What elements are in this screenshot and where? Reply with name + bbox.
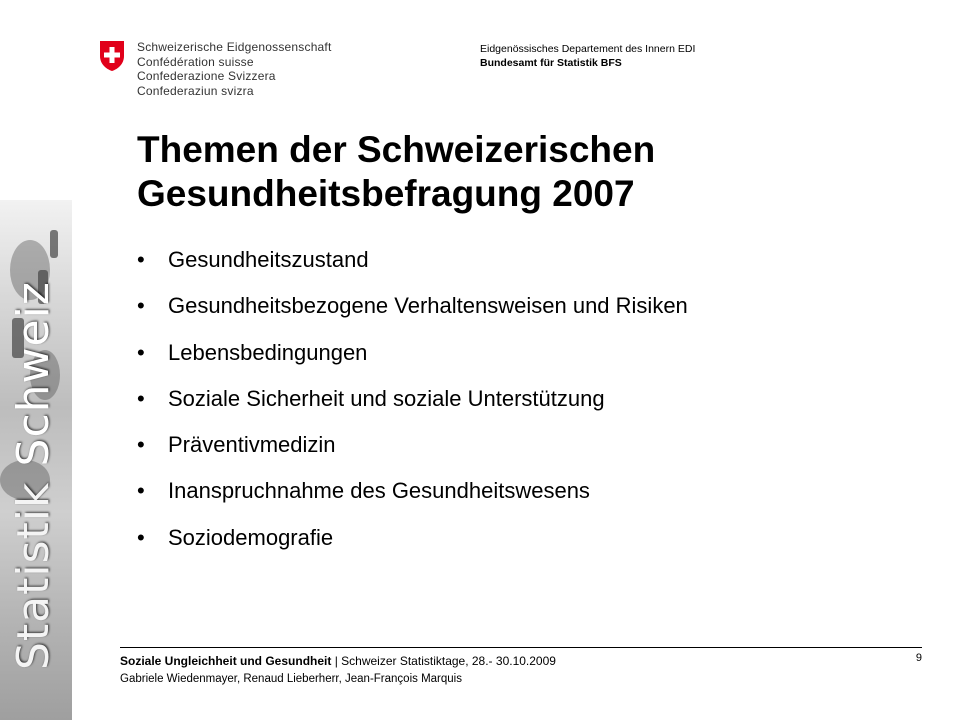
list-item-text: Lebensbedingungen	[168, 339, 368, 365]
list-item-text: Soziodemografie	[168, 524, 334, 550]
list-item-text: Gesundheitsbezogene Verhaltensweisen und Risiken	[168, 293, 688, 319]
list-item	[137, 247, 897, 293]
list-item	[137, 386, 897, 432]
bullet-icon: •	[137, 293, 145, 319]
list-item-text: Inanspruchnahme des Gesundheitswesens	[168, 478, 590, 504]
footer-topic-line	[120, 654, 556, 669]
bullet-icon: •	[137, 524, 145, 550]
department-block	[480, 42, 695, 70]
administration-names	[137, 40, 332, 98]
side-label-statistik-schweiz	[6, 281, 62, 670]
slide-title	[137, 128, 917, 216]
bullet-icon: •	[137, 478, 145, 504]
slide-title-line2: Gesundheitsbefragung 2007	[137, 173, 635, 214]
page-number: 9	[915, 652, 922, 664]
admin-name-de: Schweizerische Eidgenossenschaft	[137, 40, 332, 54]
list-item-text: Präventivmedizin	[168, 432, 336, 458]
side-label-word1: Statistik	[8, 481, 59, 670]
topic-list	[137, 247, 897, 571]
list-item-text: Soziale Sicherheit und soziale Unterstützung	[168, 385, 605, 411]
department-name: Eidgenössisches Departement des Innern EDI	[480, 43, 696, 55]
footer-separator: |	[331, 654, 342, 668]
office-name: Bundesamt für Statistik BFS	[480, 57, 622, 69]
list-item-text: Gesundheitszustand	[168, 247, 369, 272]
admin-name-fr: Confédération suisse	[137, 54, 254, 69]
footer-divider	[120, 647, 922, 648]
swiss-coat-of-arms-icon	[98, 40, 126, 72]
bullet-icon: •	[137, 432, 145, 458]
side-label-word2: Schweiz	[8, 281, 59, 467]
admin-name-it: Confederazione Svizzera	[137, 69, 276, 83]
list-item	[137, 432, 897, 478]
slide-title-line1: Themen der Schweizerischen	[137, 129, 656, 170]
footer-topic: Soziale Ungleichheit und Gesundheit	[120, 654, 332, 668]
bullet-icon: •	[137, 385, 145, 411]
footer-authors: Gabriele Wiedenmayer, Renaud Lieberherr, Jean-François Marquis	[120, 673, 462, 685]
list-item	[137, 340, 897, 386]
admin-name-rm: Confederaziun svizra	[137, 83, 254, 98]
list-item	[137, 293, 897, 339]
footer-event: Schweizer Statistiktage, 28.- 30.10.2009	[341, 654, 556, 668]
list-item	[137, 525, 897, 571]
bullet-icon: •	[137, 247, 145, 272]
bullet-icon: •	[137, 339, 145, 365]
list-item	[137, 478, 897, 524]
